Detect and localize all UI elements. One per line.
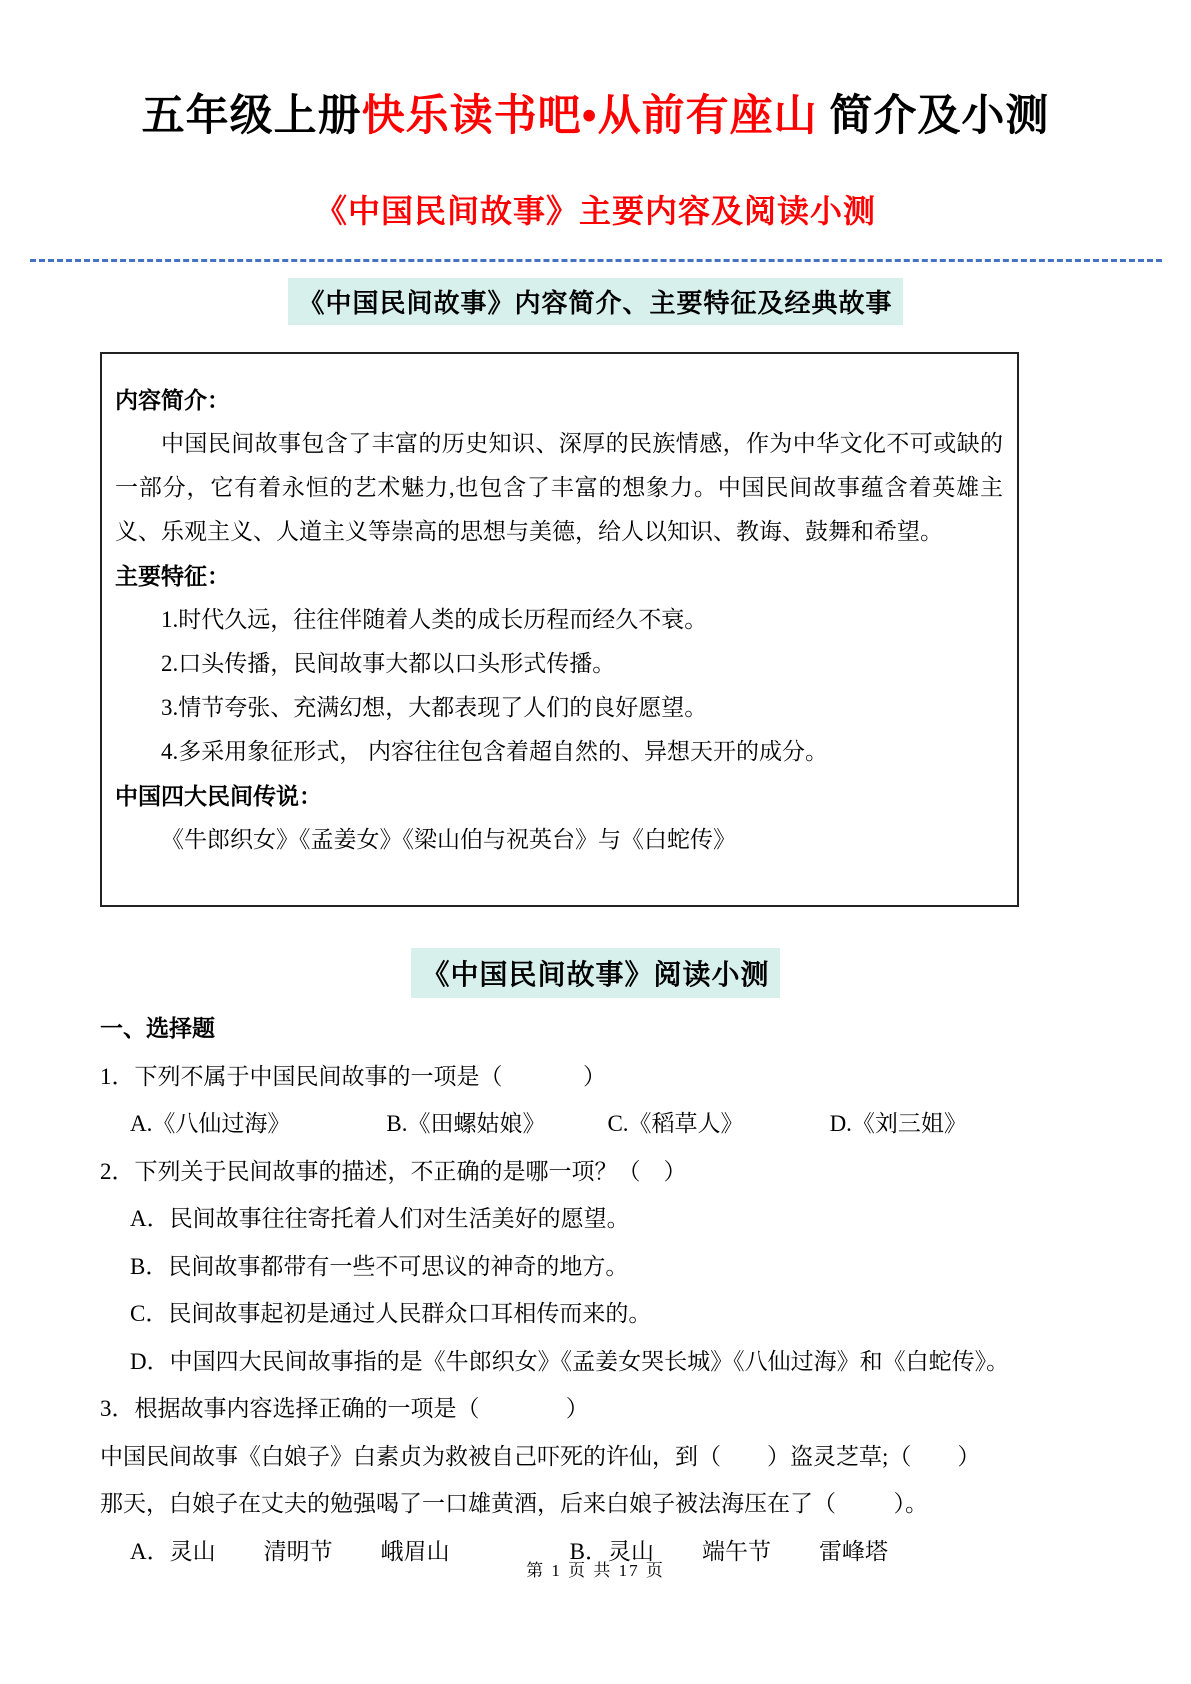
intro-label: 内容简介： xyxy=(115,387,230,413)
q2-option-d: D．中国四大民间故事指的是《牛郎织女》《孟姜女哭长城》《八仙过海》和《白蛇传》。 xyxy=(130,1348,1010,1374)
q1-option-a: A.《八仙过海》 xyxy=(130,1111,291,1136)
q3-option-a-festival: 清明节 xyxy=(263,1538,333,1564)
section2-heading: 《中国民间故事》阅读小测 xyxy=(411,948,779,998)
question-3-body-line2: 那天，白娘子在丈夫的勉强喝了一口雄黄酒，后来白娘子被法海压在了（ ）。 xyxy=(100,1491,928,1516)
legends-line: 《牛郎织女》《孟姜女》《梁山伯与祝英台》与《白蛇传》 xyxy=(161,827,736,852)
question-3-body-line1: 中国民间故事《白娘子》白素贞为救被自己吓死的许仙，到（ ）盗灵芝草;（ ） xyxy=(100,1443,981,1469)
feature-item-4: 4.多采用象征形式， 内容往往包含着超自然的、异想天开的成分。 xyxy=(161,739,828,764)
q3-option-b-festival: 端午节 xyxy=(701,1538,771,1564)
section2-heading-wrap xyxy=(0,948,1191,998)
feature-item-3: 3.情节夸张、充满幻想，大都表现了人们的良好愿望。 xyxy=(161,695,708,720)
q3-option-a-mountain: 峨眉山 xyxy=(380,1538,450,1564)
page-title-red-part: 快乐读书吧•从前有座山 xyxy=(361,93,818,140)
question-3: 3．根据故事内容选择正确的一项是（ ） xyxy=(100,1396,589,1421)
page-title-black-part2: 简介及小测 xyxy=(817,93,1050,140)
feature-item-2: 2.口头传播，民间故事大都以口头形式传播。 xyxy=(161,651,616,676)
q3-option-a-place: A．灵山 xyxy=(130,1538,216,1564)
question-2: 2．下列关于民间故事的描述，不正确的是哪一项？（ ） xyxy=(100,1158,687,1184)
page-title xyxy=(0,82,1191,143)
legends-label: 中国四大民间传说： xyxy=(115,783,322,809)
question-1: 1．下列不属于中国民间故事的一项是（ ） xyxy=(100,1063,606,1089)
info-box xyxy=(100,352,1019,907)
dashed-divider xyxy=(30,259,1162,262)
feature-item-1: 1.时代久远，往往伴随着人类的成长历程而经久不衰。 xyxy=(161,607,708,632)
quiz-part-label: 一、选择题 xyxy=(100,1015,215,1041)
section1-heading-wrap xyxy=(0,278,1191,325)
quiz-section xyxy=(100,1005,1095,1575)
q2-option-b: B．民间故事都带有一些不可思议的神奇的地方。 xyxy=(130,1253,629,1279)
question-1-options xyxy=(100,1100,1095,1148)
page-title-black-part1: 五年级上册 xyxy=(141,93,362,140)
intro-paragraph: 中国民间故事包含了丰富的历史知识、深厚的民族情感，作为中华文化不可或缺的一部分，它有着永恒的艺术魅力,也包含了丰富的想象力。中国民间故事蕴含着英雄主义、乐观主义、人道主义等崇高的思想与美德，给人以知识、教诲、鼓舞和希望。 xyxy=(115,431,1003,544)
q2-option-a: A．民间故事往往寄托着人们对生活美好的愿望。 xyxy=(130,1206,630,1231)
q1-option-c: C.《稻草人》 xyxy=(607,1111,744,1136)
q1-option-d: D.《刘三姐》 xyxy=(829,1111,967,1136)
page-subtitle: 《中国民间故事》主要内容及阅读小测 xyxy=(314,193,876,229)
q3-option-b-tower: 雷峰塔 xyxy=(818,1538,888,1564)
features-label: 主要特征： xyxy=(115,563,230,589)
q2-option-c: C．民间故事起初是通过人民群众口耳相传而来的。 xyxy=(130,1301,652,1326)
q1-option-b: B.《田螺姑娘》 xyxy=(386,1111,546,1136)
section1-heading: 《中国民间故事》内容简介、主要特征及经典故事 xyxy=(288,278,902,325)
q3-option-b-place: B．灵山 xyxy=(569,1538,654,1564)
page-number-footer: 第 1 页 共 17 页 xyxy=(526,1561,665,1580)
